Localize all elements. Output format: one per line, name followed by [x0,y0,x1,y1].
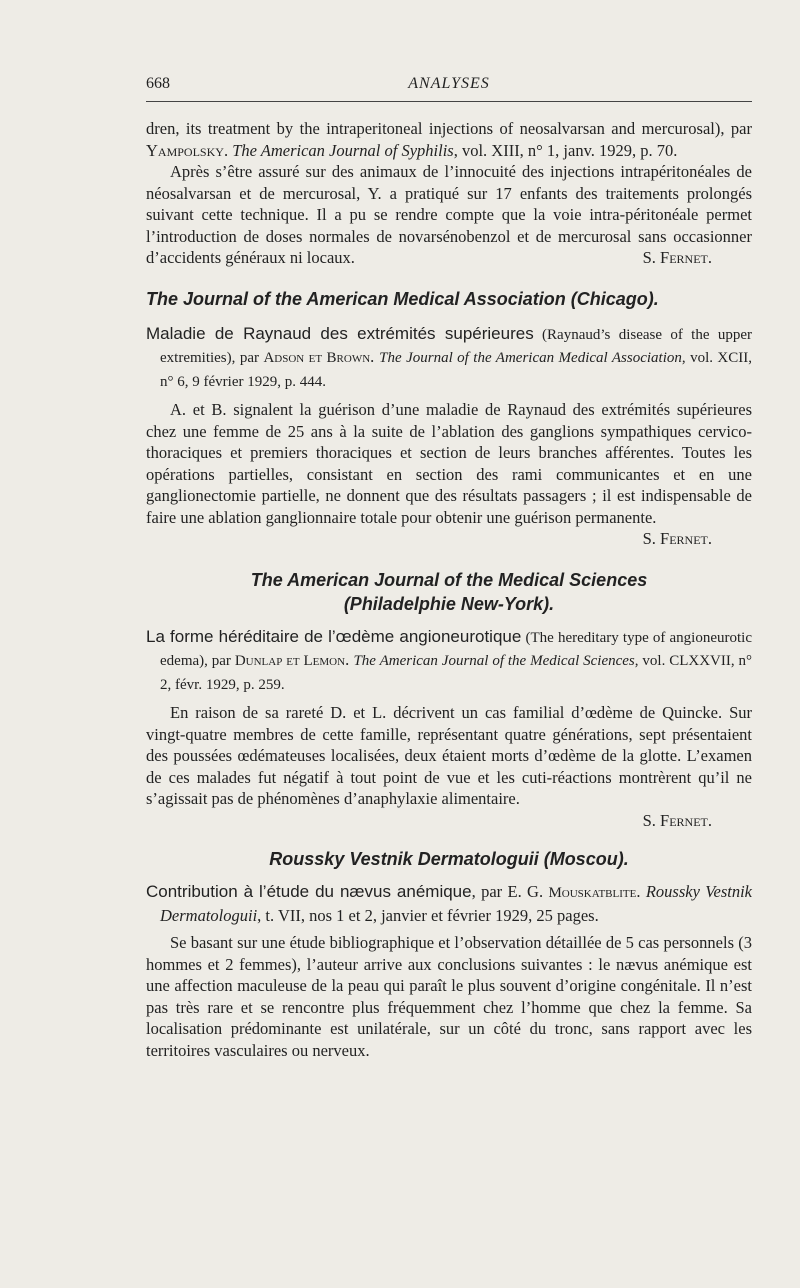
abstract-3-reference: La forme héréditaire de l’œdème angioneurotique (The hereditary type of angioneurotic edema), par Dunlap et Lemon. The American Journal of the Medical Sciences, vol. CLXXVII, n° 2, févr. 1929, p. 259. [146,626,752,693]
article-title: La forme héréditaire de l’œdème angioneurotique [146,626,522,646]
header-rule [146,101,752,102]
signature: S. Fernet. [642,810,712,830]
abstract-1-reference: dren, its treatment by the intraperitoneal injections of neosalvarsan and mercurosal), par Yampolsky. The American Journal of Syphilis, vol. XIII, n° 1, janv. 1929, p. 70. [146,119,752,160]
abstract-2-reference: Maladie de Raynaud des extrémités supérieures (Raynaud’s disease of the upper extremities), par Adson et Brown. The Journal of the American Medical Association, vol. XCII, n° 6, 9 février 1929, p. 444. [146,323,753,390]
page-number: 668 [146,75,170,92]
article-title: Maladie de Raynaud des extrémités supérieures [146,323,534,343]
article-column [146,118,752,1061]
abstract-1-body: Après s’être assuré sur des animaux de l’innocuité des injections intrapéritonéales de néosalvarsan et de mercurosal, Y. a pratiqué sur 17 enfants des traitements prolongés suivant cette technique. Il a pu se rendre compte que la voie intra-péritonéale permet l’introduction de doses normales de novarsénobenzol et de mercurosal sans occasionner d’accidents généraux ni locaux. S. Fernet. [146,162,752,267]
journal-heading-location: (Philadelphie New-York). [343,593,555,614]
abstract-2-body: A. et B. signalent la guérison d’une maladie de Raynaud des extrémités supérieures chez une femme de 25 ans à la suite de l’ablation des ganglions sympathiques cervico-thoraciques et premiers thoraciques et section de leurs branches afférentes. Toutes les opérations partielles, consistant en section des rami communicantes et en une ganglionectomie partielle, ne donnent que des résultats passagers ; il est indispensable de faire une ablation ganglionnaire totale pour obtenir une guérison permanente. S. Fernet. [146,400,752,548]
journal-heading: The American Journal of the Medical Sciences [250,569,648,590]
journal-heading: The Journal of the American Medical Association (Chicago). [146,288,659,309]
abstract-4-reference: Contribution à l’étude du nævus anémique, par E. G. Mouskatblite. Roussky Vestnik Dermatologuii, t. VII, nos 1 et 2, janvier et février 1929, 25 pages. [146,882,752,925]
abstract-4-body: Se basant sur une étude bibliographique et l’observation détaillée de 5 cas personnels (3 hommes et 2 femmes), l’auteur arrive aux conclusions suivantes : le nævus anémique est une affection maculeuse de la peau qui paraît le plus souvent d’origine congénitale. Il n’est pas très rare et se rencontre plus fréquemment chez l’homme que chez la femme. Sa localisation prédominante est unilatérale, sur un côté du tronc, sans rapport avec les territoires vasculaires ou nerveux. [146,933,752,1060]
abstract-3-body: En raison de sa rareté D. et L. décrivent un cas familial d’œdème de Quincke. Sur vingt-quatre membres de cette famille, représentant quatre générations, sept présentaient des poussées œdémateuses localisées, deux étaient morts d’œdème de la glotte. L’examen de ces malades fut négatif à tout point de vue et les cuti-réactions montrèrent qu’il ne s’agissait pas de phénomènes d’anaphylaxie alimentaire. [146,703,752,808]
signature: S. Fernet. [642,248,712,267]
article-title: Contribution à l’étude du nævus anémique [146,882,472,901]
signature: S. Fernet. [642,529,712,548]
journal-heading: Roussky Vestnik Dermatologuii (Moscou). [269,849,629,869]
section-title: ANALYSES [408,75,490,92]
